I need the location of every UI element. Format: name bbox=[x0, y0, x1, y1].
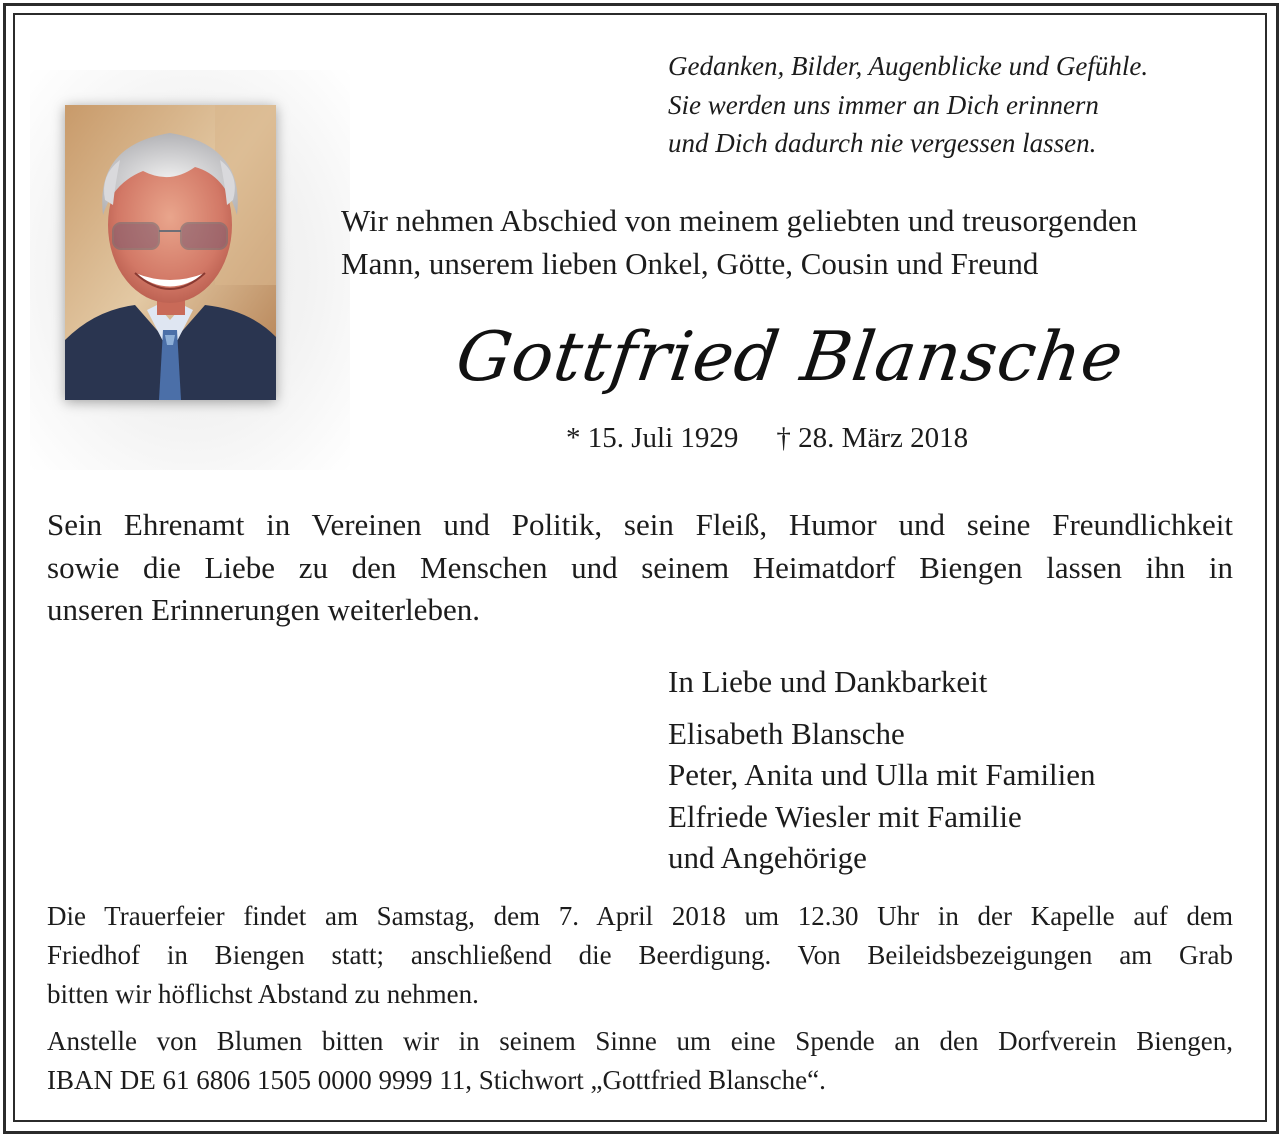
funeral-line: Friedhof in Biengen statt; anschließend die Beerdigung. Von Beileidsbezeigungen am Grab bbox=[47, 940, 1233, 970]
intro-line: Wir nehmen Abschied von meinem geliebten und treusorgenden bbox=[341, 203, 1138, 238]
signatory-name: und Angehörige bbox=[668, 840, 867, 875]
farewell-intro bbox=[341, 199, 1137, 285]
funeral-line: Die Trauerfeier findet am Samstag, dem 7. April 2018 um 12.30 Uhr in der Kapelle auf dem bbox=[47, 901, 1233, 931]
signatory-name: Peter, Anita und Ulla mit Familien bbox=[668, 757, 1096, 792]
portrait-photo bbox=[65, 105, 276, 400]
tribute-line: Sein Ehrenamt in Vereinen und Politik, sein Fleiß, Humor und seine Freundlichkeit bbox=[47, 507, 1233, 542]
death-date: † 28. März 2018 bbox=[776, 422, 969, 454]
intro-line: Mann, unserem lieben Onkel, Götte, Cousin und Freund bbox=[341, 246, 1039, 281]
tribute-line: unseren Erinnerungen weiterleben. bbox=[47, 592, 480, 627]
tribute-paragraph bbox=[47, 504, 1233, 632]
birth-date: * 15. Juli 1929 bbox=[566, 422, 739, 454]
tribute-line: sowie die Liebe zu den Menschen und seinem Heimatdorf Biengen lassen ihn in bbox=[47, 549, 1233, 585]
donation-notice bbox=[47, 1022, 1233, 1100]
quote-line: Gedanken, Bilder, Augenblicke und Gefühle. bbox=[668, 51, 1149, 81]
quote-line: und Dich dadurch nie vergessen lassen. bbox=[668, 128, 1097, 158]
funeral-line: bitten wir höflichst Abstand zu nehmen. bbox=[47, 979, 479, 1009]
signatory-name: Elisabeth Blansche bbox=[668, 715, 905, 751]
funeral-notice bbox=[47, 897, 1233, 1014]
signatories bbox=[668, 661, 1096, 879]
quote-line: Sie werden uns immer an Dich erinnern bbox=[668, 89, 1099, 120]
signatories-heading: In Liebe und Dankbarkeit bbox=[668, 664, 988, 699]
signatory-name: Elfriede Wiesler mit Familie bbox=[668, 798, 1022, 834]
donation-line: IBAN DE 61 6806 1505 0000 9999 11, Stichwort „Gottfried Blansche“. bbox=[47, 1065, 826, 1095]
life-dates bbox=[566, 422, 968, 455]
deceased-name: Gottfried Blansche bbox=[451, 318, 1129, 397]
memorial-quote bbox=[668, 47, 1148, 163]
donation-line: Anstelle von Blumen bitten wir in seinem Sinne um eine Spende an den Dorfverein Biengen, bbox=[47, 1026, 1233, 1056]
